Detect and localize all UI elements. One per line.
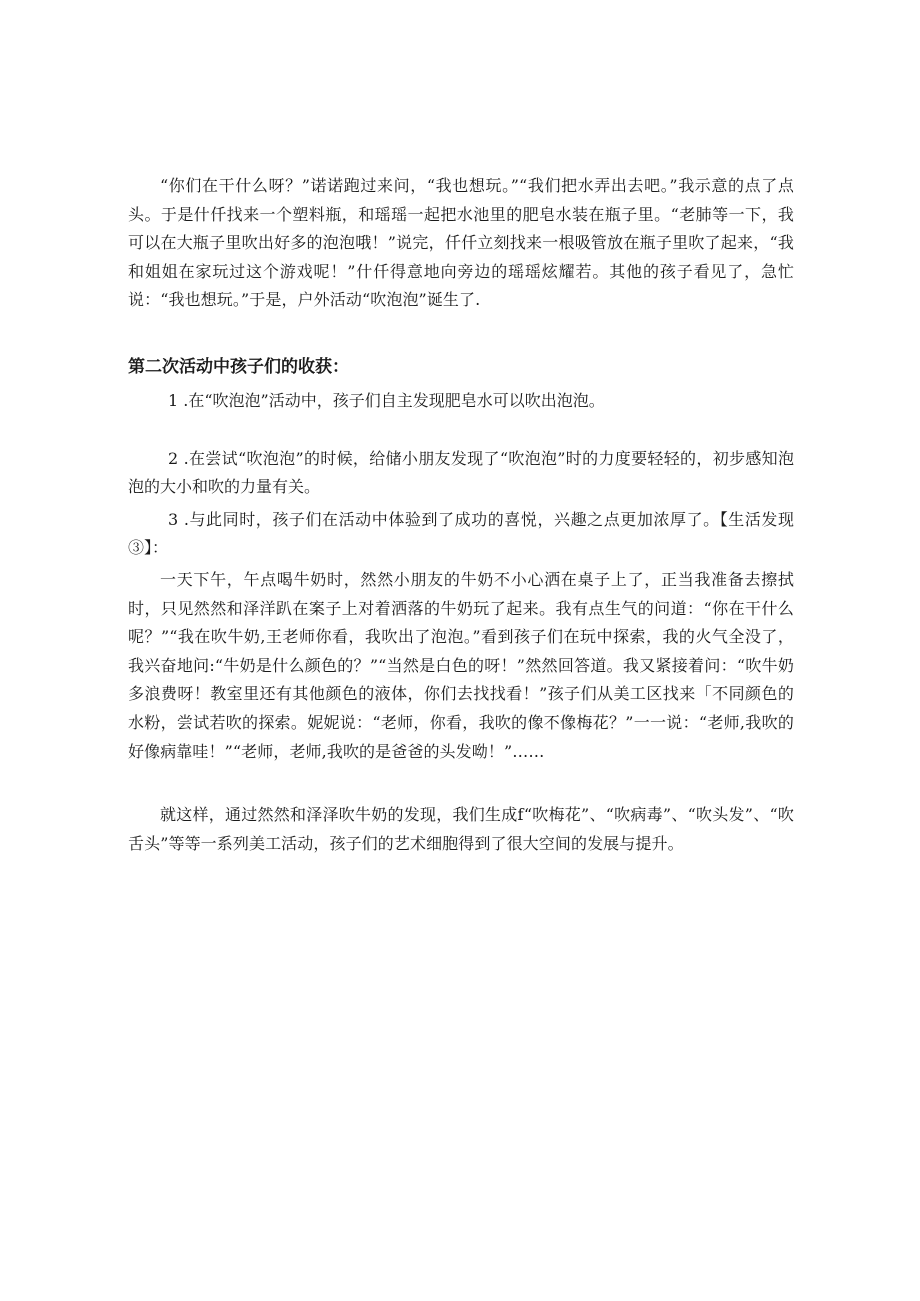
list-item-1: 1 .在“吹泡泡”活动中，孩子们自主发现肥皂水可以吹出泡泡。 [168, 390, 605, 410]
document-body [128, 172, 794, 858]
story-paragraph: 一天下午，午点喝牛奶时，然然小朋友的牛奶不小心洒在桌子上了，正当我准备去擦拭时，只见然然和泽洋趴在案子上对着洒落的牛奶玩了起来。我有点生气的问道：“你在干什么呢？”“我在吹牛奶,王老师你看，我吹出了泡泡。”看到孩子们在玩中探索，我的火气全没了，我兴奋地问:“牛奶是什么颜色的？”“当然是白色的呀！”然然回答道。我又紧接着问：“吹牛奶多浪费呀！教室里还有其他颜色的液体，你们去找找看！”孩子们从美工区找来「不同颜色的水粉，尝试若吹的探索。妮妮说：“老师，你看，我吹的像不像梅花？”一一说：“老师,我吹的好像病靠哇！”“老师，老师,我吹的是爸爸的头发呦！”…… [128, 569, 794, 761]
list-item-3: 3 .与此同时，孩子们在活动中体验到了成功的喜悦，兴趣之点更加浓厚了。【生活发现③】： [128, 509, 794, 558]
list-item-2: 2 .在尝试“吹泡泡”的时候，给储小朋友发现了“吹泡泡”时的力度要轻轻的，初步感知泡泡的大小和吹的力量有关。 [128, 448, 794, 497]
intro-paragraph: “你们在干什么呀？”诺诺跑过来问，“我也想玩。”“我们把水弄出去吧。”我示意的点了点头。于是什仟找来一个塑料瓶，和瑶瑶一起把水池里的肥皂水装在瓶子里。“老肺等一下，我可以在大瓶子里吹出好多的泡泡哦！”说完，仟仟立刻找来一根吸管放在瓶子里吹了起来，“我和姐姐在家玩过这个游戏呢！”什仟得意地向旁边的瑶瑶炫耀若。其他的孩子看见了，急忙说：“我也想玩。”于是，户外活动“吹泡泡”诞生了. [128, 176, 794, 310]
section-heading: 第二次活动中孩子们的收获： [128, 356, 349, 377]
conclusion-paragraph: 就这样，通过然然和泽泽吹牛奶的发现，我们生成f“吹梅花”、“吹病毒”、“吹头发”、“吹舌头”等等一系列美工活动，孩子们的艺术细胞得到了很大空间的发展与提升。 [128, 805, 794, 853]
